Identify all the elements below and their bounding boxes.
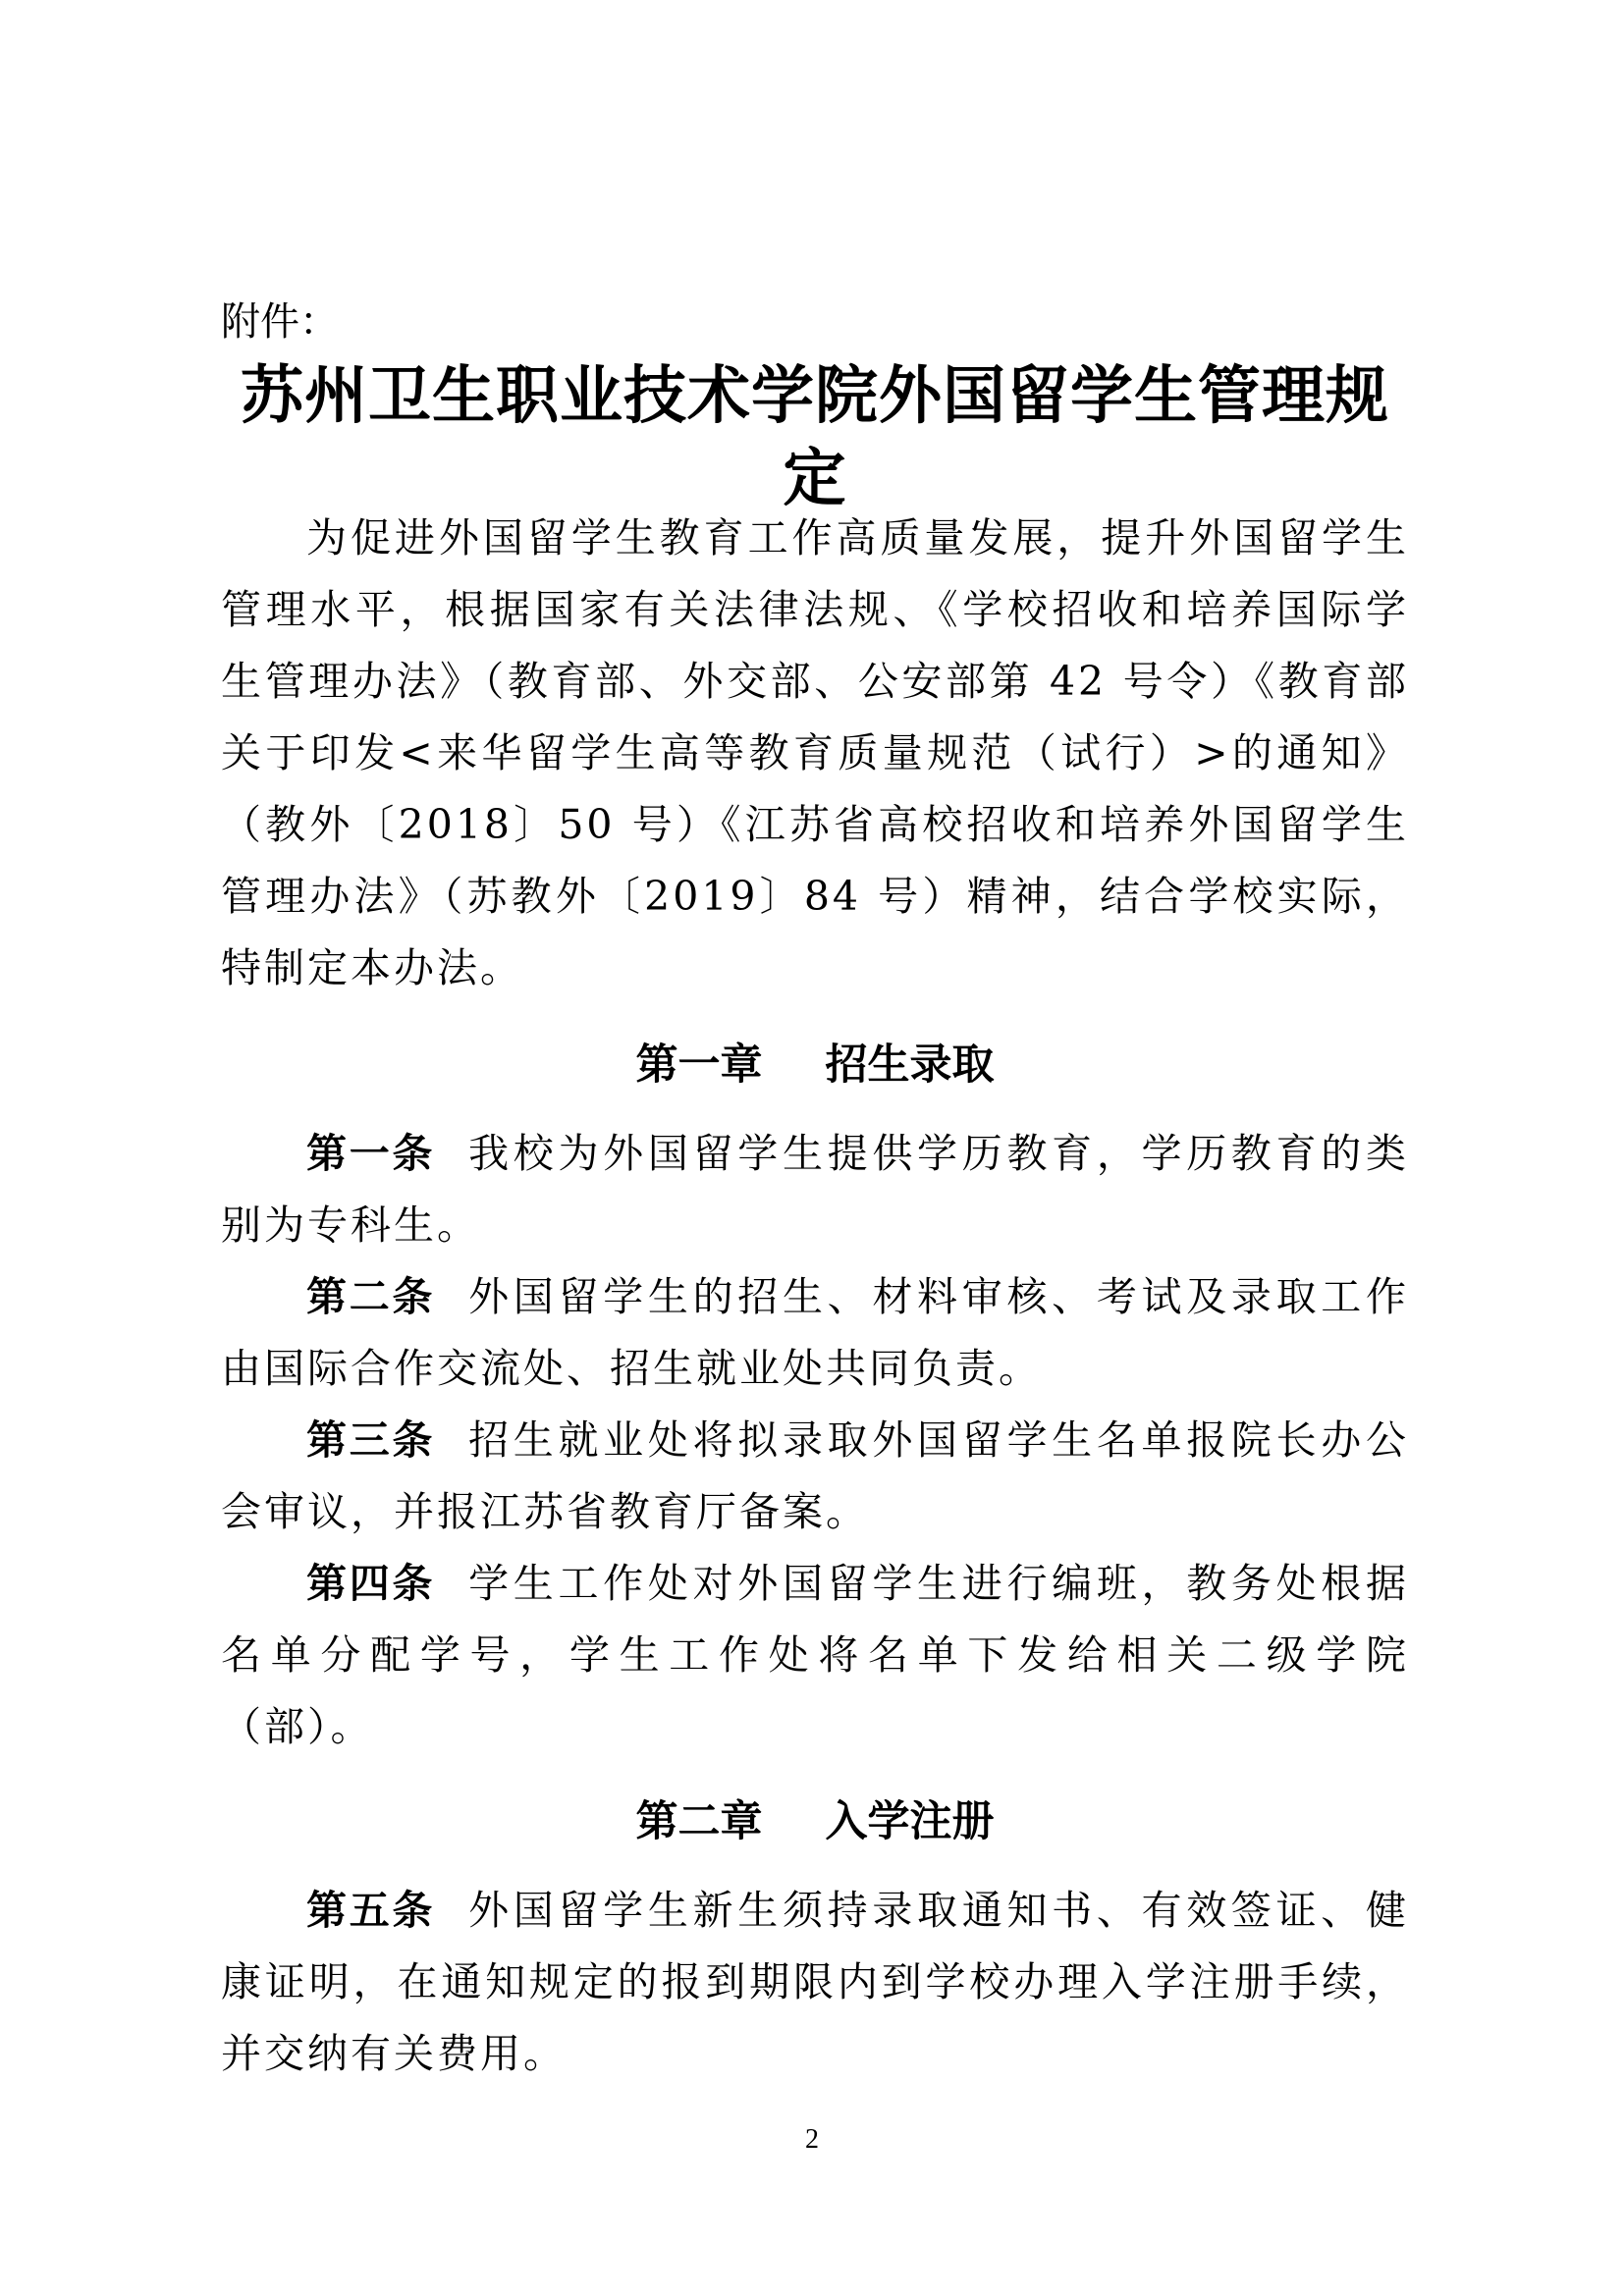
chapter-name: 招生录取 bbox=[825, 1041, 995, 1090]
page-number: 2 bbox=[805, 2124, 819, 2155]
article-5 bbox=[221, 1875, 1409, 2090]
attachment-label: 附件： bbox=[221, 299, 339, 345]
document-body bbox=[221, 503, 1409, 2090]
document-title: 苏州卫生职业技术学院外国留学生管理规定 bbox=[241, 359, 1389, 515]
article-text: 学生工作处对外国留学生进行编班，教务处根据名单分配学号，学生工作处将名单下发给相关二级学院（部）。 bbox=[221, 1560, 1410, 1750]
article-text: 我校为外国留学生提供学历教育，学历教育的类别为专科生。 bbox=[221, 1130, 1410, 1249]
chapter-number: 第一章 bbox=[635, 1041, 763, 1090]
article-number: 第一条 bbox=[306, 1130, 436, 1177]
preamble-paragraph: 为促进外国留学生教育工作高质量发展，提升外国留学生管理水平，根据国家有关法律法规、《学校招收和培养国际学生管理办法》（教育部、外交部、公安部第 42 号令）《教育部关于印发<来华留学生高等教育质量规范（试行）>的通知》（教外〔2018〕50 号）《江苏省高校招收和培养外国留学生管理办法》（苏教外〔2019〕84 号）精神，结合学校实际，特制定本办法。 bbox=[221, 514, 1409, 991]
article-1 bbox=[221, 1118, 1409, 1261]
article-text: 外国留学生新生须持录取通知书、有效签证、健康证明，在通知规定的报到期限内到学校办理入学注册手续，并交纳有关费用。 bbox=[221, 1887, 1410, 2077]
article-4 bbox=[221, 1548, 1409, 1763]
article-number: 第四条 bbox=[306, 1560, 436, 1607]
chapter-name: 入学注册 bbox=[825, 1797, 995, 1846]
chapter-heading-2 bbox=[221, 1792, 1409, 1851]
article-number: 第五条 bbox=[306, 1887, 436, 1934]
article-number: 第三条 bbox=[306, 1416, 436, 1464]
article-number: 第二条 bbox=[306, 1273, 436, 1320]
article-text: 招生就业处将拟录取外国留学生名单报院长办公会审议，并报江苏省教育厅备案。 bbox=[221, 1416, 1410, 1535]
chapter-number: 第二章 bbox=[635, 1797, 763, 1846]
article-2 bbox=[221, 1261, 1409, 1405]
article-text: 外国留学生的招生、材料审核、考试及录取工作由国际合作交流处、招生就业处共同负责。 bbox=[221, 1273, 1410, 1392]
article-3 bbox=[221, 1405, 1409, 1548]
chapter-heading-1 bbox=[221, 1036, 1409, 1095]
